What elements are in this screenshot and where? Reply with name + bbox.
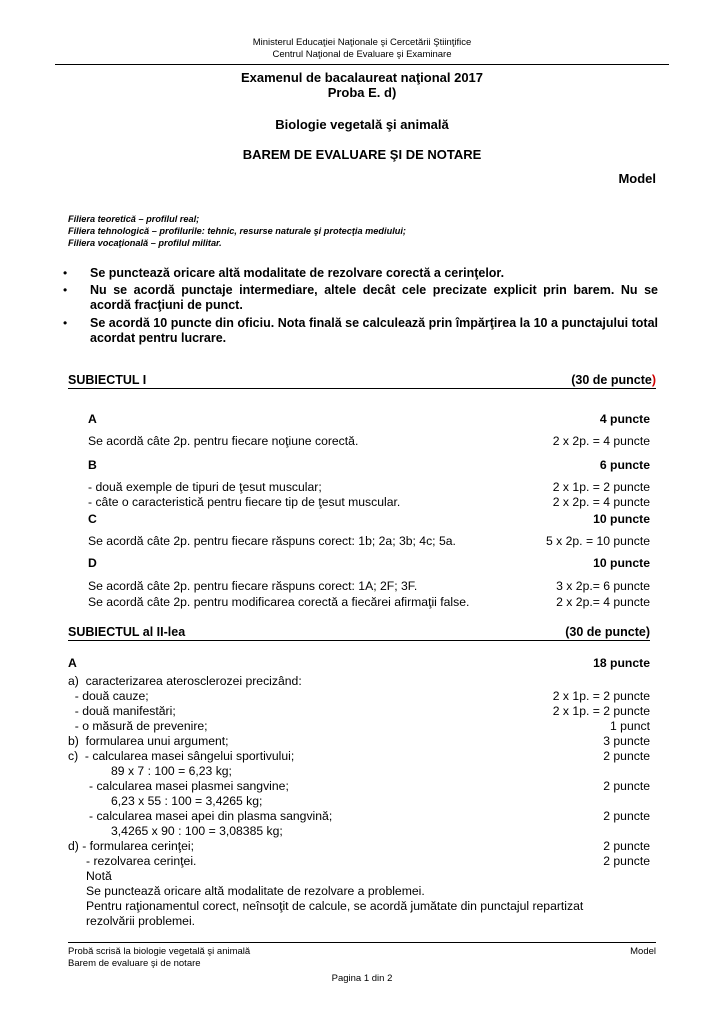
section-a-text: Se acordă câte 2p. pentru fiecare noţiune corectă. [88,434,359,448]
calc-line: 6,23 x 55 : 100 = 3,4265 kg; [111,794,263,808]
nota-title: Notă [86,869,112,883]
subiectul2-row: - o măsură de prevenire; [68,719,208,733]
subiectul2-row: a) caracterizarea aterosclerozei precizând: [68,674,302,688]
filiera-vocationala: Filiera vocaţională – profilul militar. [68,238,222,248]
calc-line: 89 x 7 : 100 = 6,23 kg; [111,764,232,778]
section-d-text: Se acordă câte 2p. pentru modificarea corectă a fiecărei afirmaţii false. [88,595,470,609]
nota-line: Se punctează oricare altă modalitate de rezolvare a problemei. [86,884,425,898]
nota-line: Pentru raţionamentul corect, neînsoţit de calcule, se acordă jumătate din punctajul repartizat [86,899,584,913]
subiectul2-row: - două cauze; [68,689,149,703]
model-label: Model [618,171,656,186]
page-number: Pagina 1 din 2 [331,973,393,984]
section-c-calc: 5 x 2p. = 10 puncte [545,534,650,548]
subiectul2-row: - două manifestări; [68,704,176,718]
subiectul2-underline [68,640,650,641]
subiectul2-row-points: 2 puncte [603,809,650,823]
filiera-tehnologica: Filiera tehnologică – profilurile: tehnic, resurse naturale şi protecţia mediului; [68,226,406,236]
calc-line: 3,4265 x 90 : 100 = 3,08385 kg; [111,824,283,838]
subiectul2-row-points: 2 x 1p. = 2 puncte [552,689,650,703]
footer-model: Model [630,946,656,957]
subiectul1-underline [68,388,656,389]
section-b-points: 6 puncte [599,458,650,472]
section-b-calc: 2 x 1p. = 2 puncte [552,480,650,494]
section-c-label: C [88,512,97,526]
nota-line: rezolvării problemei. [86,914,196,928]
subiectul2-points: (30 de puncte) [565,625,650,639]
header-divider [55,64,669,65]
subiectul2-row: - rezolvarea cerinţei. [86,854,197,868]
section-b-label: B [88,458,97,472]
filiera-teoretica: Filiera teoretică – profilul real; [68,214,200,224]
subiectul2-row: - calcularea masei apei din plasma sangvină; [89,809,333,823]
subiectul2-row-points: 2 puncte [603,749,650,763]
section-a-points: 4 puncte [599,412,650,426]
subiectul1-title: SUBIECTUL I [68,373,147,387]
subiectul2-row-points: 2 puncte [603,854,650,868]
subiectul2-a-points: 18 puncte [593,656,650,670]
exam-subject: Biologie vegetală şi animală [275,117,449,132]
rule-item: Se acordă 10 puncte din oficiu. Nota finală se calculează prin împărţirea la 10 a punctajului total acordat pentru lucrare. [90,316,658,345]
section-b-text: - două exemple de tipuri de ţesut muscular; [88,480,322,494]
section-a-calc: 2 x 2p. = 4 puncte [552,434,650,448]
subiectul2-row: c) - calcularea masei sângelui sportivului; [68,749,295,763]
section-d-text: Se acordă câte 2p. pentru fiecare răspuns corect: 1A; 2F; 3F. [88,579,418,593]
subiectul1-points: (30 de puncte) [571,373,656,387]
section-d-calc: 2 x 2p.= 4 puncte [556,595,650,609]
section-d-label: D [88,556,97,570]
section-b-calc: 2 x 2p. = 4 puncte [552,495,650,509]
section-c-points: 10 puncte [593,512,650,526]
subiectul2-row: d) - formularea cerinţei; [68,839,194,853]
subiectul2-row: b) formularea unui argument; [68,734,229,748]
ministry-name: Ministerul Educaţiei Naţionale şi Cercetării Ştiinţifice [252,37,472,48]
subiectul2-row-points: 2 puncte [603,779,650,793]
section-b-text: - câte o caracteristică pentru fiecare tip de ţesut muscular. [88,495,401,509]
barem-title: BAREM DE EVALUARE ŞI DE NOTARE [242,147,482,162]
rule-item: Nu se acordă punctaje intermediare, altele decât cele precizate explicit prin barem. Nu se acordă fracţiuni de punct. [90,283,658,312]
section-c-text: Se acordă câte 2p. pentru fiecare răspuns corect: 1b; 2a; 3b; 4c; 5a. [88,534,456,548]
footer-barem: Barem de evaluare şi de notare [68,958,201,969]
center-name: Centrul Naţional de Evaluare şi Examinare [272,49,452,60]
footer-probe: Probă scrisă la biologie vegetală şi animală [68,946,251,957]
section-d-calc: 3 x 2p.= 6 puncte [556,579,650,593]
bullet-icon: • [63,283,68,297]
subiectul2-row-points: 2 x 1p. = 2 puncte [552,704,650,718]
subiectul2-row-points: 3 puncte [603,734,650,748]
subiectul2-row-points: 1 punct [610,719,650,733]
exam-title: Examenul de bacalaureat naţional 2017 [240,70,484,85]
exam-proba: Proba E. d) [327,85,397,100]
subiectul2-title: SUBIECTUL al II-lea [68,625,186,639]
section-a-label: A [88,412,97,426]
rule-item: Se punctează oricare altă modalitate de rezolvare corectă a cerinţelor. [90,266,505,280]
bullet-icon: • [63,266,68,280]
subiectul2-row: - calcularea masei plasmei sangvine; [89,779,289,793]
subiectul2-row-points: 2 puncte [603,839,650,853]
bullet-icon: • [63,316,68,330]
footer-divider [68,942,656,943]
subiectul2-a-label: A [68,656,77,670]
section-d-points: 10 puncte [593,556,650,570]
